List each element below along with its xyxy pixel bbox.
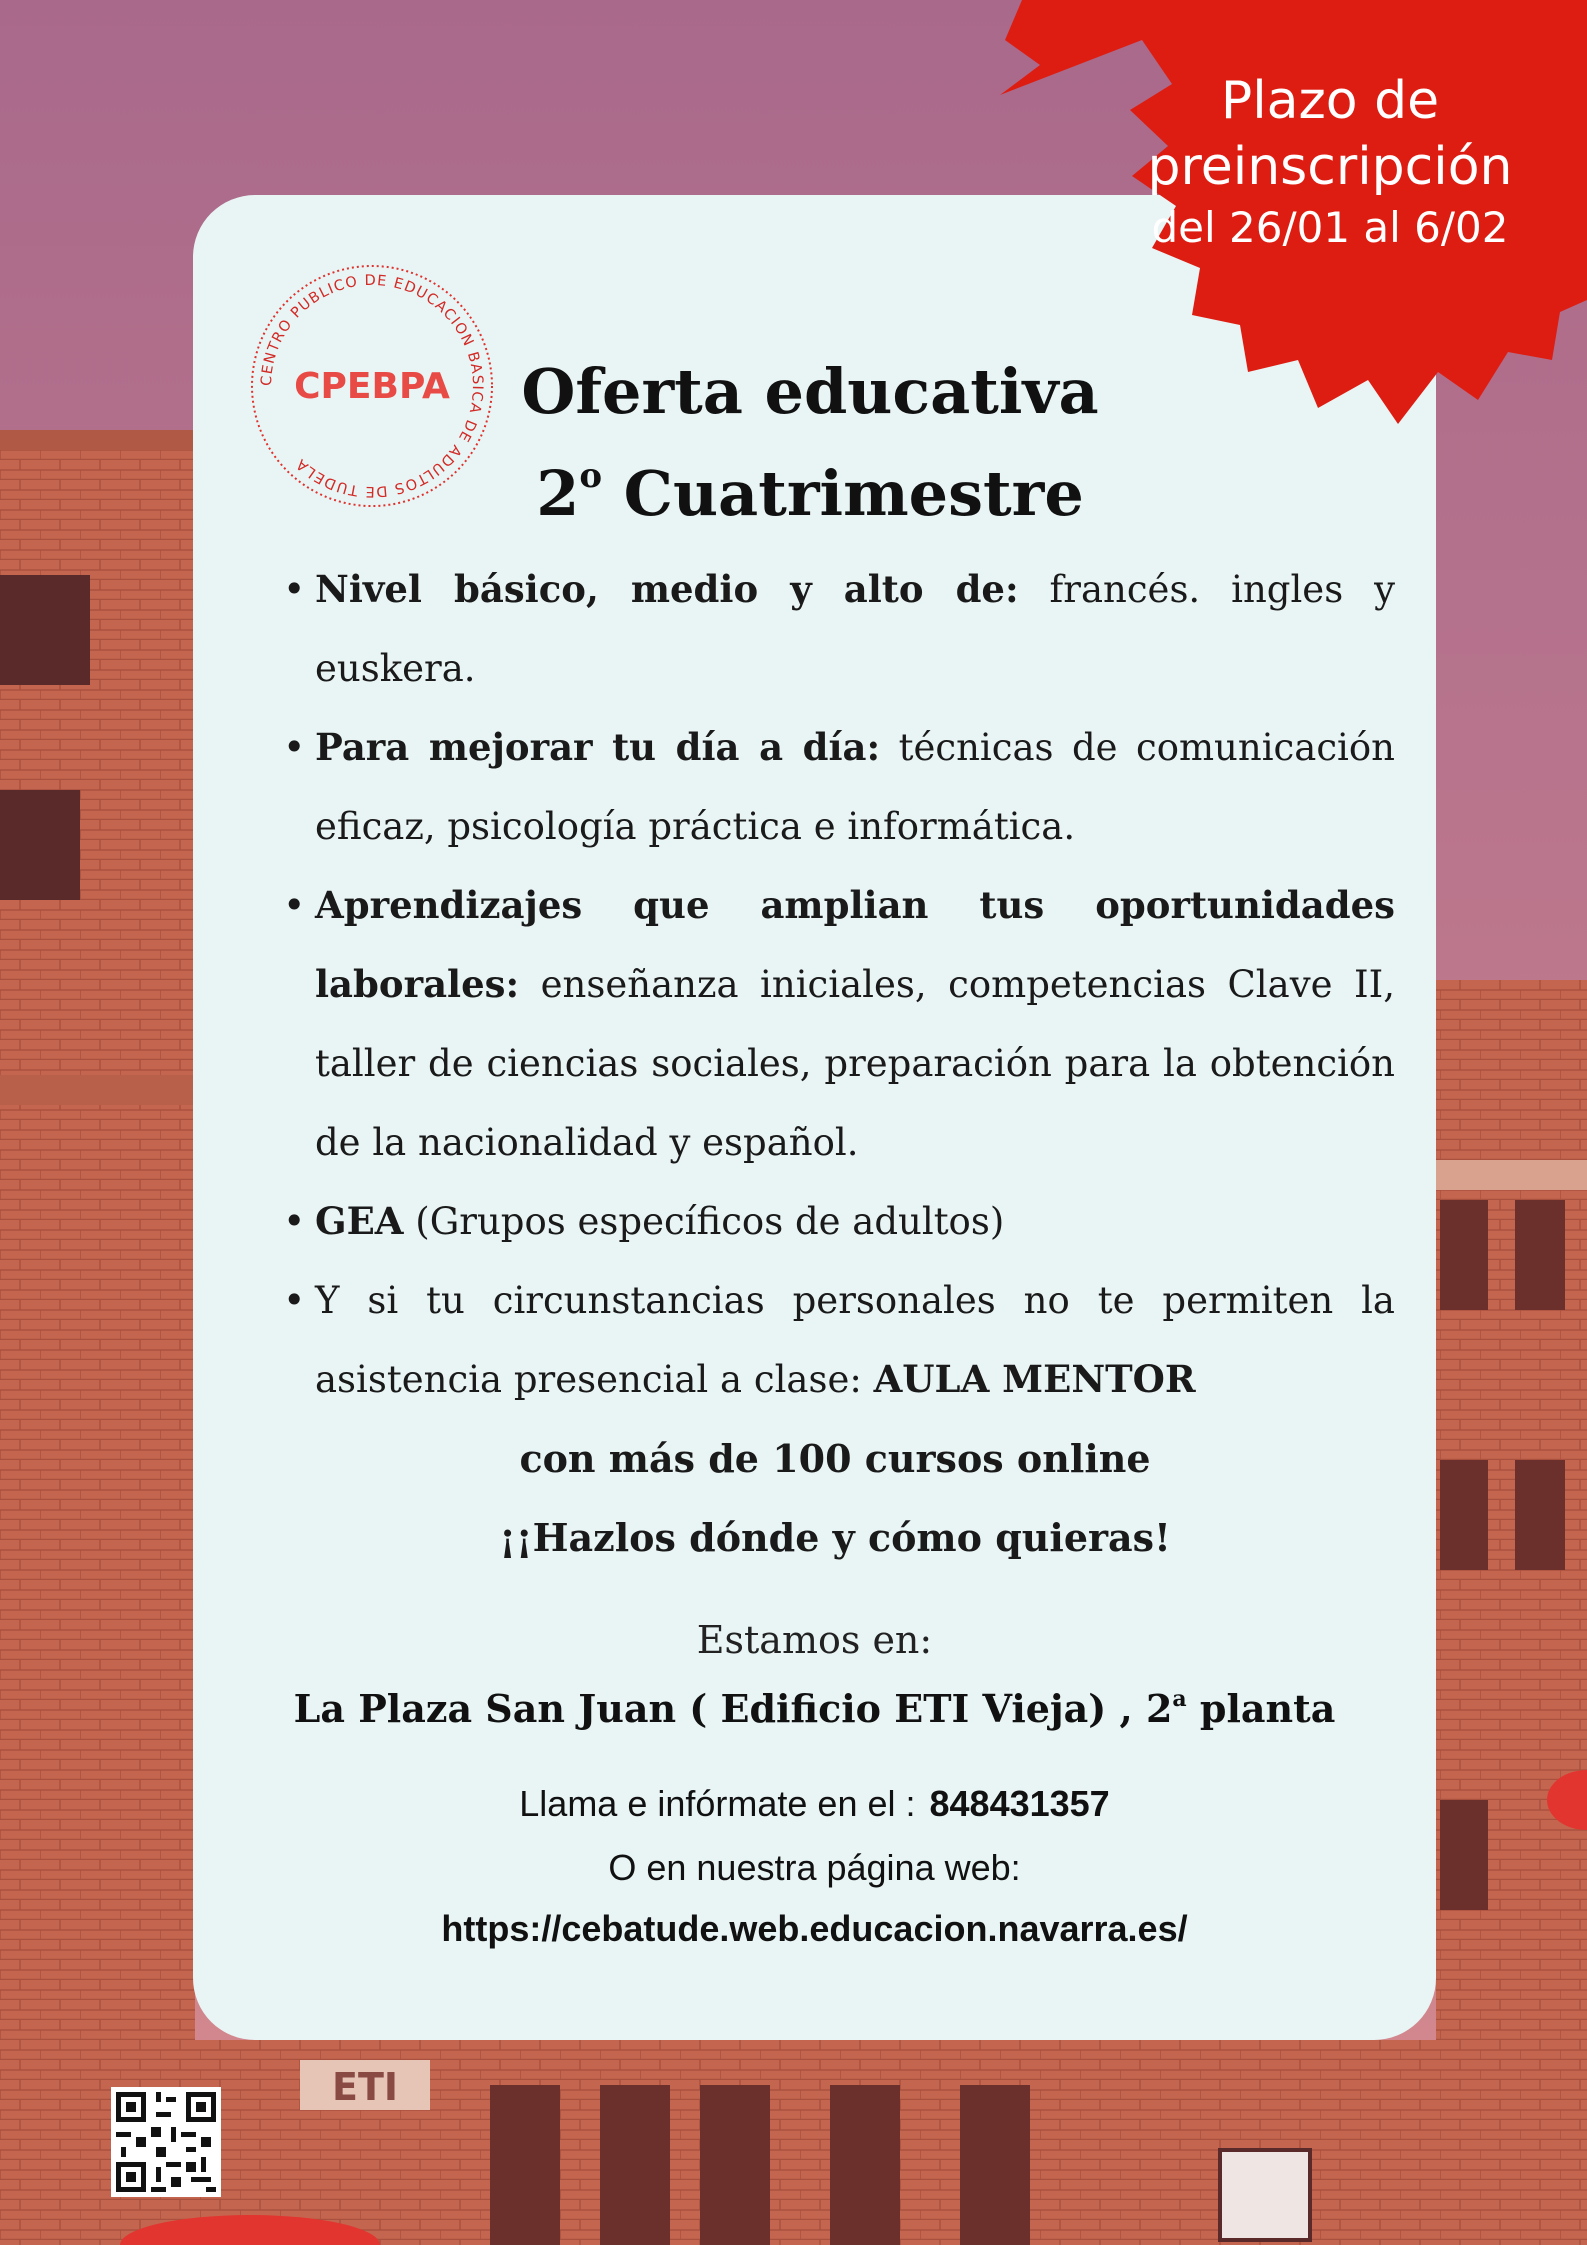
badge-dates: del 26/01 al 6/02 <box>1151 203 1509 252</box>
item-heading: GEA <box>315 1199 404 1243</box>
item-text: (Grupos específicos de adultos) <box>403 1200 1005 1243</box>
list-item <box>315 1261 1395 1419</box>
item-heading: Nivel básico, medio y alto de: <box>315 567 1019 611</box>
offer-content <box>275 550 1395 1577</box>
address-ordinal: a <box>1172 1686 1187 1712</box>
address-text: La Plaza San Juan ( Edificio ETI Vieja) , 2 <box>293 1686 1173 1731</box>
phone-number[interactable]: 848431357 <box>929 1783 1110 1824</box>
list-item <box>315 1182 1395 1261</box>
item-text: enseñanza iniciales, competencias Clave II, taller de ciencias sociales, preparación para la obtención de la nacionalidad y español. <box>315 963 1395 1164</box>
phone-line <box>193 1783 1436 1825</box>
deadline-text <box>1080 68 1580 256</box>
offer-list <box>275 550 1395 1419</box>
web-label: O en nuestra página web: <box>608 1847 1021 1888</box>
item-text: técnicas de comunicación eficaz, psicología práctica e informática. <box>315 726 1395 848</box>
phone-label: Llama e infórmate en el : <box>519 1783 916 1824</box>
item-heading: Aprendizajes que amplian tus oportunidades laborales: <box>315 883 1395 1006</box>
qr-code-icon[interactable] <box>111 2087 221 2197</box>
title-line1: Oferta educativa <box>521 355 1099 428</box>
slogan: ¡¡Hazlos dónde y cómo quieras! <box>499 1515 1171 1560</box>
badge-line1: Plazo de <box>1220 71 1440 131</box>
eti-sign: ETI <box>331 2065 399 2109</box>
title-ordinal: o <box>579 456 603 496</box>
item-text: Y si tu circunstancias personales no te permiten la asistencia presencial a clase: <box>315 1279 1395 1401</box>
courses-highlight: con más de 100 cursos online <box>519 1436 1151 1481</box>
address <box>193 1686 1436 1731</box>
title-term: Cuatrimestre <box>602 457 1084 530</box>
logo-ring-text: CENTRO PUBLICO DE EDUCACION BASICA DE ADULTOS DE TUDELA <box>258 272 486 500</box>
list-item <box>315 550 1395 708</box>
list-item <box>315 708 1395 866</box>
list-item <box>315 866 1395 1182</box>
badge-line2: preinscripción <box>1147 137 1513 197</box>
title-number: 2 <box>536 457 580 530</box>
location-label: Estamos en: <box>696 1618 933 1662</box>
aula-mentor-label: AULA MENTOR <box>873 1357 1196 1401</box>
logo-acronym: CPEBPA <box>294 366 450 407</box>
website-link[interactable]: https://cebatude.web.educacion.navarra.es/ <box>441 1908 1188 1949</box>
address-tail: planta <box>1186 1686 1336 1731</box>
item-text: francés. ingles y euskera. <box>315 568 1395 690</box>
item-heading: Para mejorar tu día a día: <box>315 725 881 769</box>
